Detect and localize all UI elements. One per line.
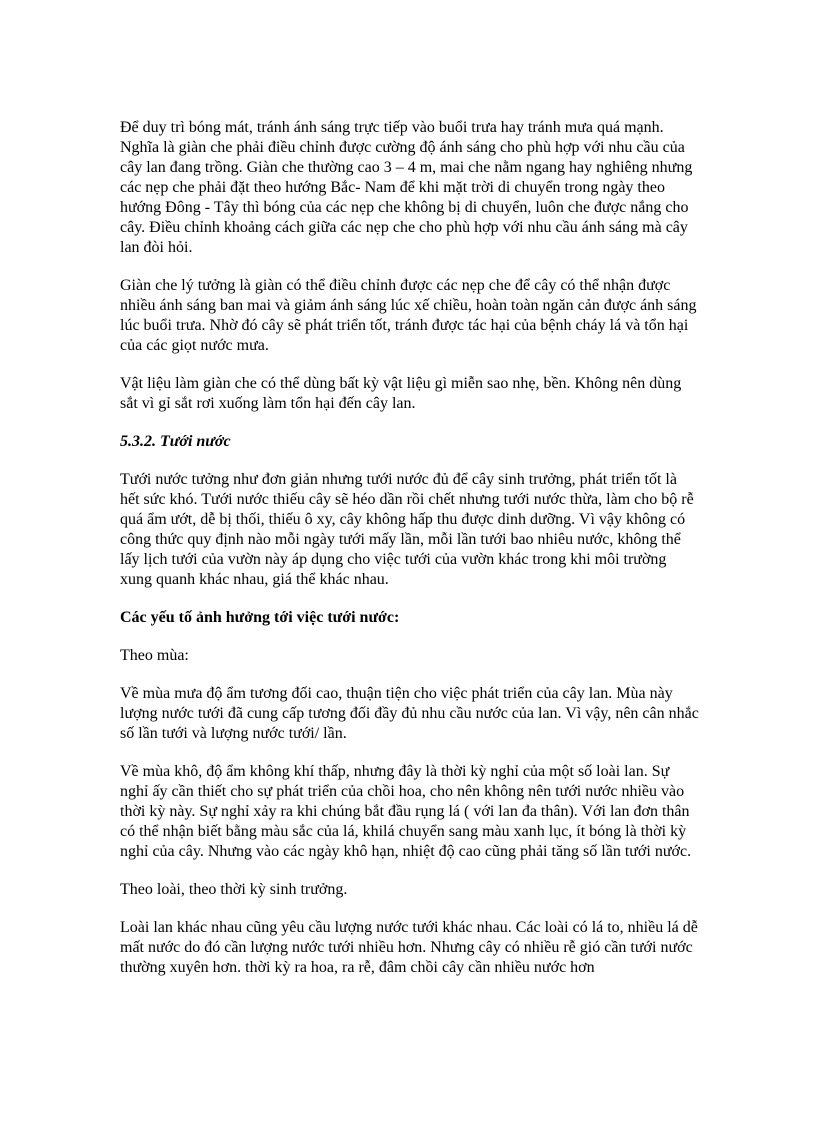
paragraph-dry-season: Về mùa khô, độ ẩm không khí thấp, nhưng đây là thời kỳ nghỉ của một số loài lan. Sự nghỉ ấy cần thiết cho sự phát triển của chồi hoa, cho nên không nên tưới nước nhiều vào thời kỳ này. Sự nghỉ xảy ra khi chúng bắt đầu rụng lá ( với lan đa thân). Với lan đơn thân có thể nhận biết bằng màu sắc của lá, khilá chuyển sang màu xanh lục, ít bóng là thời kỳ nghỉ của cây. Nhưng vào các ngày khô hạn, nhiệt độ cao cũng phải tăng số lần tưới nước. bbox=[120, 763, 692, 860]
document-page bbox=[120, 118, 700, 996]
paragraph-by-species-label: Theo loài, theo thời kỳ sinh trưởng. bbox=[120, 881, 348, 898]
paragraph-by-season-label: Theo mùa: bbox=[120, 647, 189, 664]
paragraph-watering-intro: Tưới nước tưởng như đơn giản nhưng tưới nước đủ để cây sinh trưởng, phát triển tốt là hết sức khó. Tưới nước thiếu cây sẽ héo dần rồi chết nhưng tưới nước thừa, làm cho bộ rễ quá ẩm ướt, dễ bị thối, thiếu ô xy, cây không hấp thu được dinh dưỡng. Vì vậy không có công thức quy định nào mỗi ngày tưới mấy lần, mỗi lần tưới bao nhiêu nước, không thể lấy lịch tưới của vườn này áp dụng cho việc tưới của vườn khác trong khi môi trường xung quanh khác nhau, giá thể khác nhau. bbox=[120, 471, 694, 588]
section-heading-watering: 5.3.2. Tưới nước bbox=[120, 433, 231, 450]
paragraph-materials: Vật liệu làm giàn che có thể dùng bất kỳ vật liệu gì miễn sao nhẹ, bền. Không nên dùng sắt vì gỉ sắt rơi xuống làm tổn hại đến cây lan. bbox=[120, 375, 682, 412]
paragraph-rainy-season: Về mùa mưa độ ẩm tương đối cao, thuận tiện cho việc phát triển của cây lan. Mùa này lượng nước tưới đã cung cấp tương đối đầy đủ nhu cầu nước của lan. Vì vậy, nên cân nhắc số lần tưới và lượng nước tưới/ lần. bbox=[120, 685, 699, 742]
heading-watering-factors: Các yếu tố ảnh hưởng tới việc tưới nước: bbox=[120, 609, 400, 626]
paragraph-species-watering: Loài lan khác nhau cũng yêu cầu lượng nước tưới khác nhau. Các loài có lá to, nhiều lá dễ mất nước do đó cần lượng nước tưới nhiều hơn. Nhưng cây có nhiều rễ gió cần tưới nước thường xuyên hơn. thời kỳ ra hoa, ra rễ, đâm chồi cây cần nhiều nước hơn bbox=[120, 919, 698, 976]
paragraph-ideal-shade: Giàn che lý tưởng là giàn có thể điều chỉnh được các nẹp che để cây có thể nhận được nhiều ánh sáng ban mai và giảm ánh sáng lúc xế chiều, hoàn toàn ngăn cản được ánh sáng lúc buổi trưa. Nhờ đó cây sẽ phát triển tốt, tránh được tác hại của bệnh cháy lá và tổn hại của các giọt nước mưa. bbox=[120, 277, 697, 354]
paragraph-shade-purpose: Để duy trì bóng mát, tránh ánh sáng trực tiếp vào buổi trưa hay tránh mưa quá mạnh. Nghĩa là giàn che phải điều chỉnh được cường độ ánh sáng cho phù hợp với nhu cầu của cây lan đang trồng. Giàn che thường cao 3 – 4 m, mai che nằm ngang hay nghiêng nhưng các nẹp che phải đặt theo hướng Bắc- Nam để khi mặt trời di chuyển trong ngày theo hướng Đông - Tây thì bóng của các nẹp che không bị di chuyển, luôn che được nắng cho cây. Điều chỉnh khoảng cách giữa các nẹp che cho phù hợp với nhu cầu ánh sáng mà cây lan đòi hỏi. bbox=[120, 119, 693, 256]
